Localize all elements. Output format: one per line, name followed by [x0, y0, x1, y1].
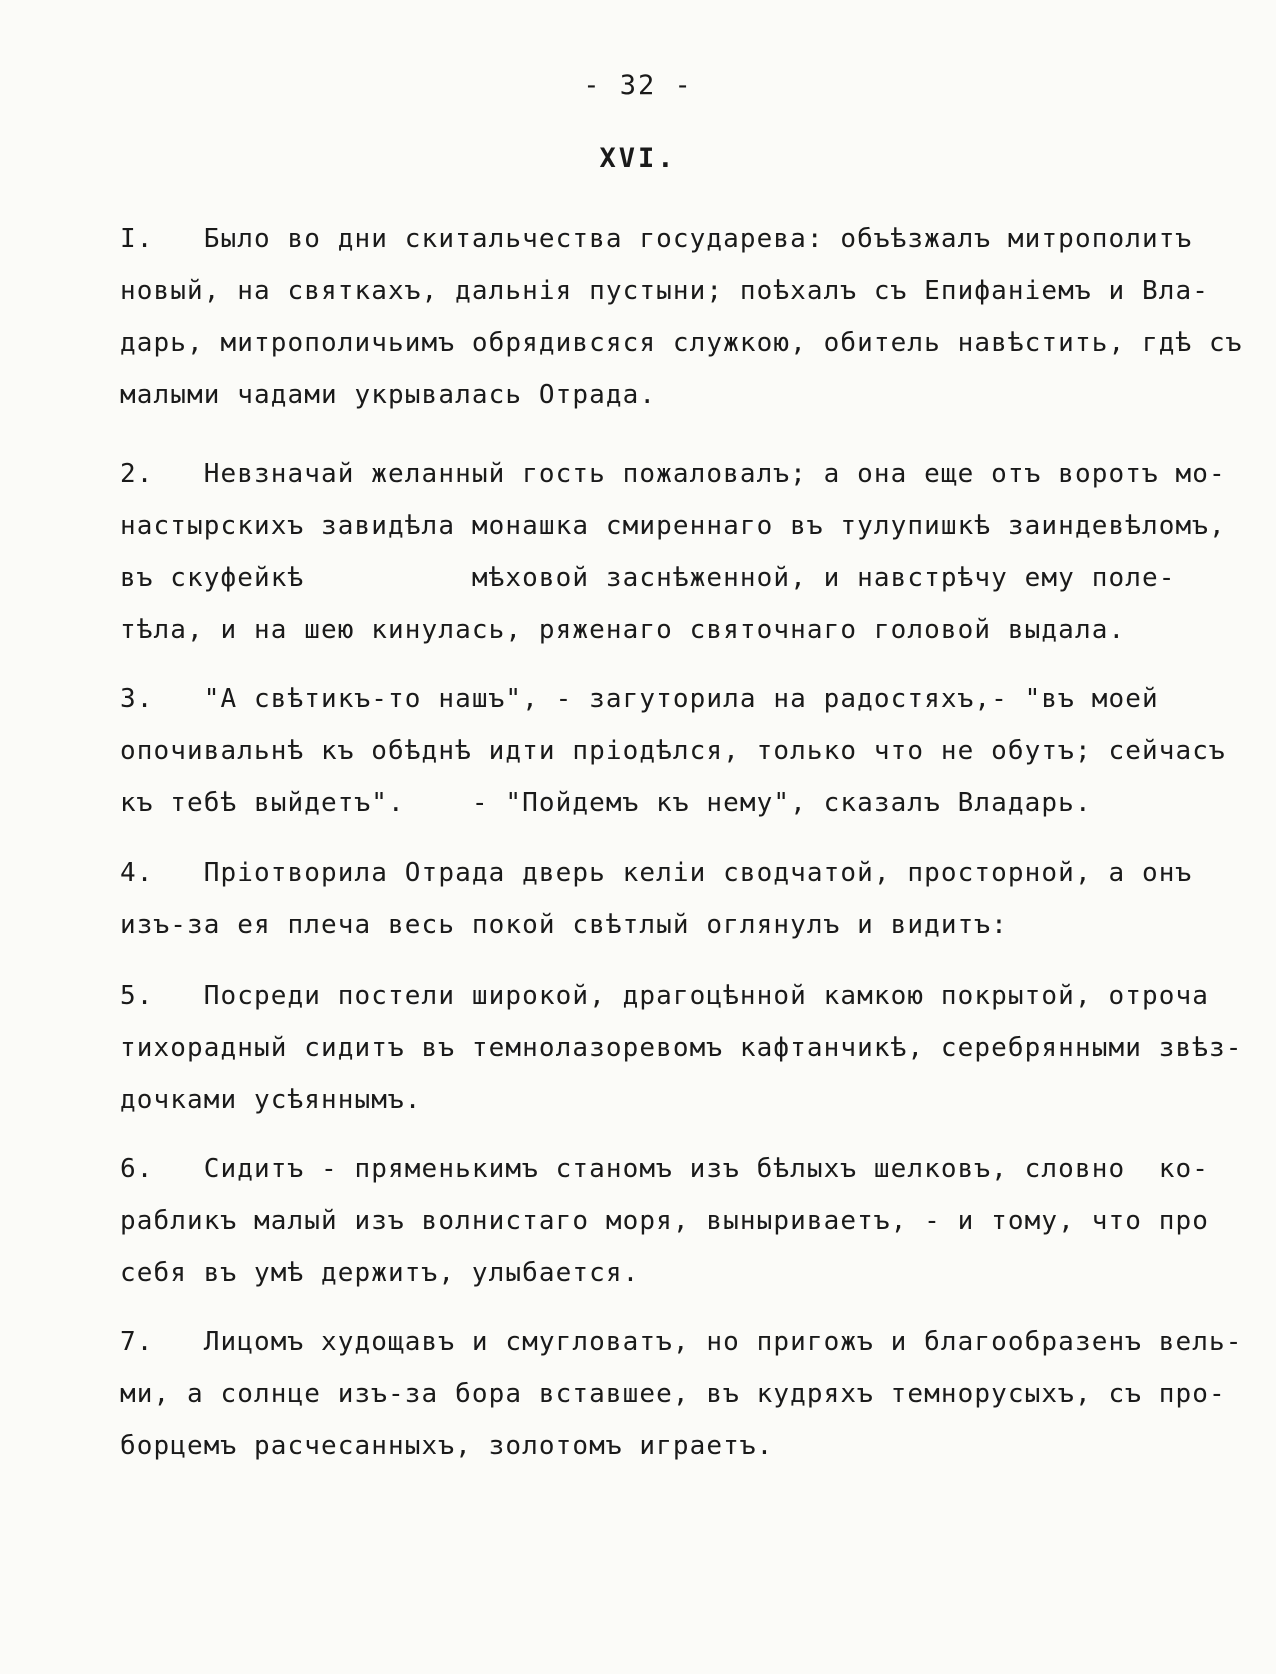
text-line: 3. "А свѣтикъ-то нашъ", - загуторила на радостяхъ,- "въ моей	[120, 684, 1159, 714]
text-line: настырскихъ завидѣла монашка смиреннаго въ тулупишкѣ заиндевѣломъ,	[120, 511, 1226, 541]
text-line: опочивальнѣ къ обѣднѣ идти пріодѣлся, только что не обутъ; сейчасъ	[120, 736, 1226, 766]
text-line: изъ-за ея плеча весь покой свѣтлый оглянулъ и видитъ:	[120, 910, 1008, 940]
text-line: 5. Посреди постели широкой, драгоцѣнной камкою покрытой, отроча	[120, 981, 1209, 1011]
paragraph-7	[120, 1316, 1243, 1472]
text-line: дарь, митрополичьимъ обрядивсяся служкою, обитель навѣстить, гдѣ съ	[120, 328, 1243, 358]
paragraph-3	[120, 673, 1240, 829]
text-line: ми, а солнце изъ-за бора вставшее, въ кудряхъ темнорусыхъ, съ про-	[120, 1379, 1226, 1409]
text-line: 4. Пріотворила Отрада дверь келіи сводчатой, просторной, а онъ	[120, 858, 1193, 888]
chapter-title: XVI.	[599, 143, 677, 174]
paragraph-1	[120, 213, 1243, 421]
text-line: I. Было во дни скитальчества государева: объѣзжалъ митрополитъ	[120, 224, 1193, 254]
paragraph-5	[120, 970, 1243, 1126]
text-line: себя въ умѣ держитъ, улыбается.	[120, 1258, 640, 1288]
paragraph-6	[120, 1143, 1240, 1299]
text-line: 6. Сидитъ - пряменькимъ станомъ изъ бѣлыхъ шелковъ, словно ко-	[120, 1154, 1209, 1184]
text-line: малыми чадами укрывалась Отрада.	[120, 380, 657, 410]
text-line: къ тебѣ выйдетъ". - "Пойдемъ къ нему", сказалъ Владарь.	[120, 788, 1092, 818]
text-line: 2. Невзначай желанный гость пожаловалъ; а она еще отъ воротъ мо-	[120, 459, 1226, 489]
paragraph-2	[120, 448, 1240, 656]
page-number: - 32 -	[583, 70, 693, 101]
text-line: тихорадный сидитъ въ темнолазоревомъ кафтанчикѣ, серебрянными звѣз-	[120, 1033, 1243, 1063]
text-line: рабликъ малый изъ волнистаго моря, выныриваетъ, - и тому, что про	[120, 1206, 1209, 1236]
text-line: дочками усѣяннымъ.	[120, 1085, 422, 1115]
paragraph-4	[120, 847, 1240, 951]
text-line: 7. Лицомъ худощавъ и смугловатъ, но пригожъ и благообразенъ вель-	[120, 1327, 1243, 1357]
text-line: борцемъ расчесанныхъ, золотомъ играетъ.	[120, 1431, 774, 1461]
text-line: тѣла, и на шею кинулась, ряженаго святочнаго головой выдала.	[120, 615, 1126, 645]
text-line: въ скуфейкѣ мѣховой заснѣженной, и навстрѣчу ему поле-	[120, 563, 1176, 593]
text-line: новый, на святкахъ, дальнія пустыни; поѣхалъ съ Епифаніемъ и Вла-	[120, 276, 1209, 306]
